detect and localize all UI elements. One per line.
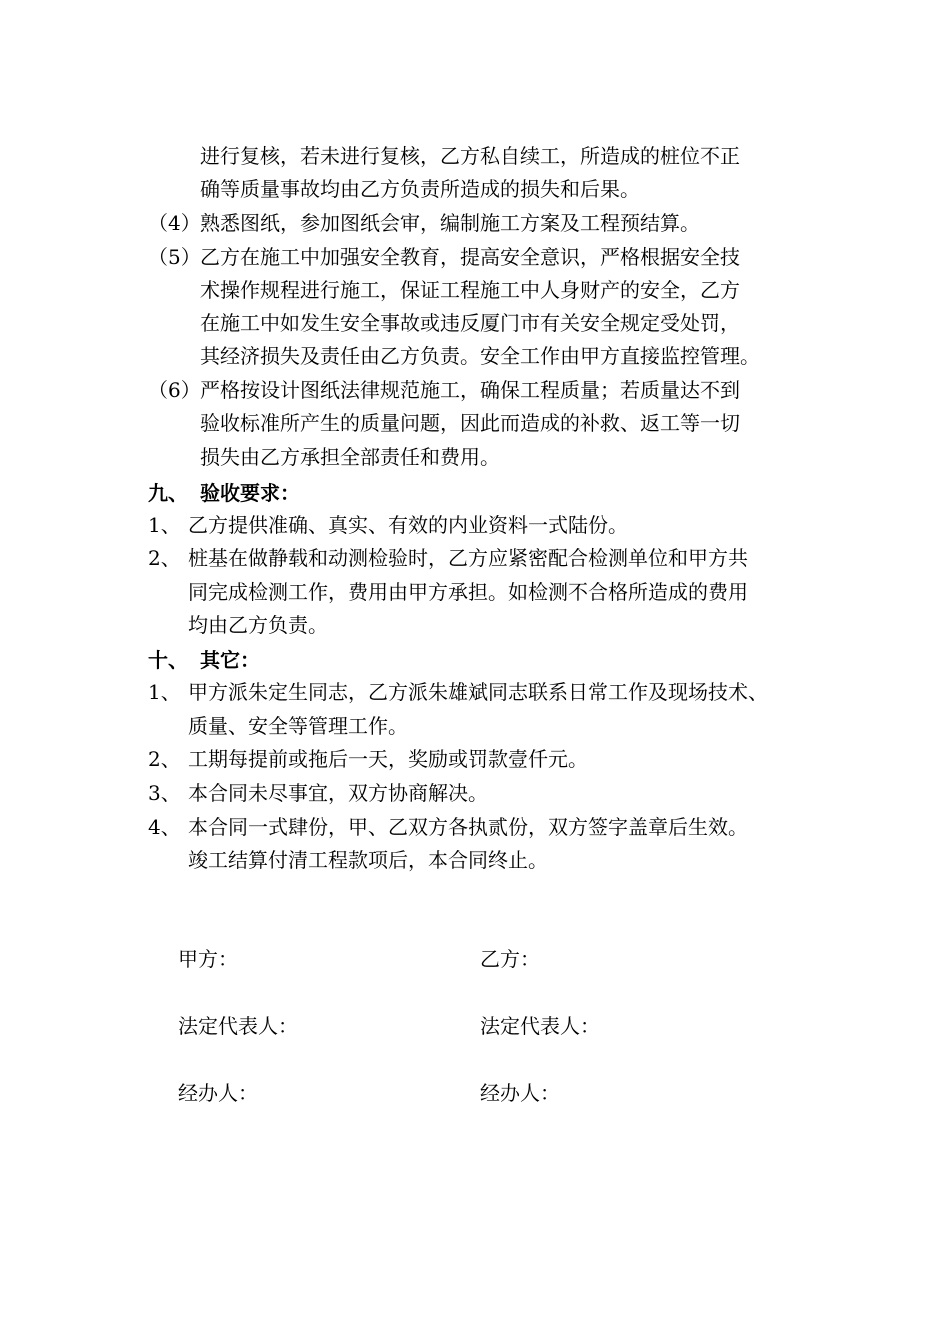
item5-text: 其经济损失及责任由乙方负责。安全工作由甲方直接监控管理。 [200,344,760,368]
section9-number: 九、 [148,481,188,505]
section10-item2-text: 工期每提前或拖后一天，奖励或罚款壹仟元。 [188,747,588,771]
section10-item3-text: 本合同未尽事宜，双方协商解决。 [188,781,488,805]
section10-item4-marker: 4、 [148,815,181,839]
item4-text: 熟悉图纸，参加图纸会审，编制施工方案及工程预结算。 [200,211,700,235]
section9-title: 验收要求： [200,481,300,505]
section10-number: 十、 [148,648,188,672]
handler-b-label: 经办人： [480,1081,560,1105]
section10-item3-marker: 3、 [148,781,181,805]
section9-item2-marker: 2、 [148,546,181,570]
section10-item4-text: 竣工结算付清工程款项后，本合同终止。 [188,848,548,872]
section9-item2-text: 桩基在做静载和动测检验时，乙方应紧密配合检测单位和甲方共 [188,546,748,570]
party-b-label: 乙方： [480,947,540,971]
item5-marker: （5） [148,245,201,269]
item6-text: 损失由乙方承担全部责任和费用。 [200,445,500,469]
section9-item2-text: 均由乙方负责。 [188,613,328,637]
section10-item2-marker: 2、 [148,747,181,771]
section9-item1-marker: 1、 [148,513,181,537]
section10-title: 其它： [200,648,260,672]
party-a-label: 甲方： [178,947,238,971]
item5-text: 术操作规程进行施工，保证工程施工中人身财产的安全，乙方 [200,278,740,302]
legal-rep-a-label: 法定代表人： [178,1014,298,1038]
section9-item2-text: 同完成检测工作，费用由甲方承担。如检测不合格所造成的费用 [188,580,748,604]
item5-text: 在施工中如发生安全事故或违反厦门市有关安全规定受处罚， [200,311,740,335]
item3-continuation-line: 进行复核，若未进行复核，乙方私自续工，所造成的桩位不正 [200,144,740,168]
item6-text: 验收标准所产生的质量问题，因此而造成的补救、返工等一切 [200,411,740,435]
section9-item1-text: 乙方提供准确、真实、有效的内业资料一式陆份。 [188,513,628,537]
section10-item1-marker: 1、 [148,680,181,704]
item4-marker: （4） [148,211,201,235]
item5-text: 乙方在施工中加强安全教育，提高安全意识，严格根据安全技 [200,245,740,269]
section10-item1-text: 质量、安全等管理工作。 [188,714,408,738]
item3-continuation-line: 确等质量事故均由乙方负责所造成的损失和后果。 [200,177,640,201]
item6-text: 严格按设计图纸法律规范施工，确保工程质量；若质量达不到 [200,378,740,402]
section10-item4-text: 本合同一式肆份，甲、乙双方各执贰份，双方签字盖章后生效。 [188,815,748,839]
section10-item1-text: 甲方派朱定生同志，乙方派朱雄斌同志联系日常工作及现场技术、 [188,680,768,704]
legal-rep-b-label: 法定代表人： [480,1014,600,1038]
handler-a-label: 经办人： [178,1081,258,1105]
item6-marker: （6） [148,378,201,402]
